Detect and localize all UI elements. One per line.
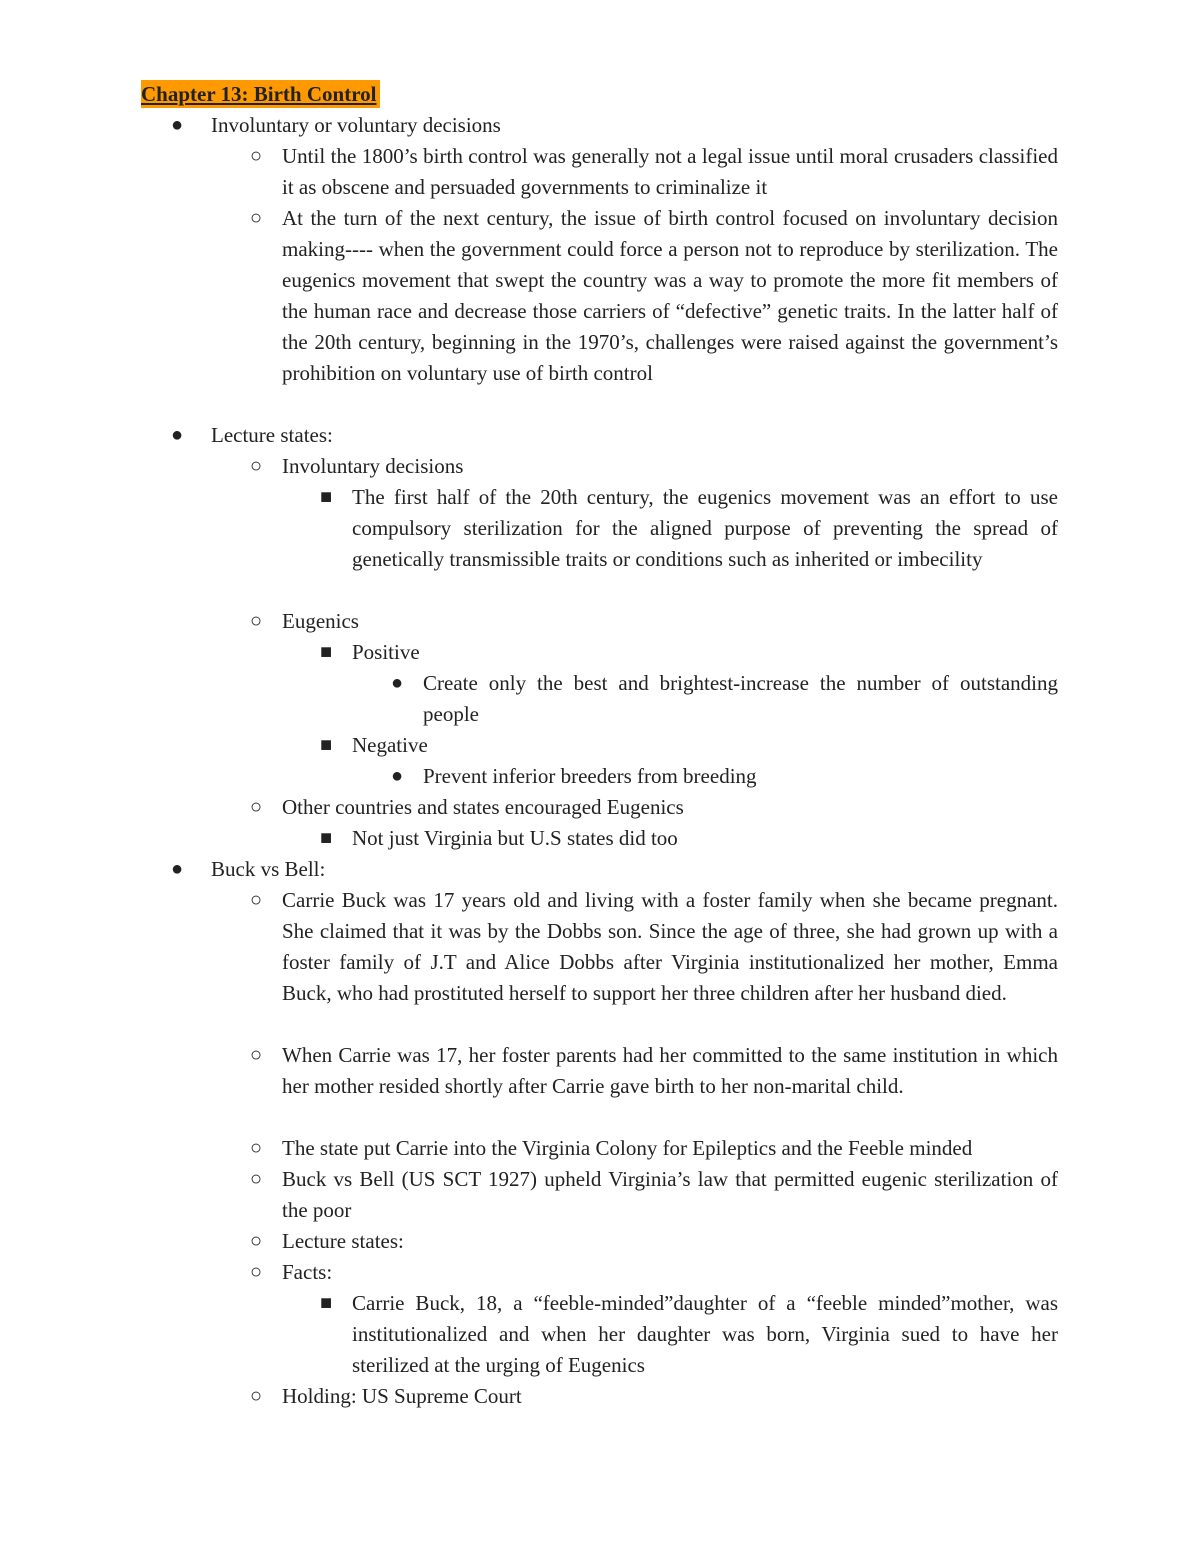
list-item: Other countries and states encouraged Eugenics [282, 795, 684, 819]
disc-bullet-icon: ● [170, 424, 184, 446]
circle-bullet-icon: ○ [249, 1168, 263, 1190]
square-bullet-icon: ■ [319, 486, 333, 508]
square-bullet-icon: ■ [319, 1292, 333, 1314]
square-bullet-icon: ■ [319, 641, 333, 663]
list-item: Create only the best and brightest-increase the number of outstanding people [423, 671, 1058, 726]
list-item: Negative [352, 733, 428, 757]
list-item: Positive [352, 640, 420, 664]
circle-bullet-icon: ○ [249, 1044, 263, 1066]
circle-bullet-icon: ○ [249, 610, 263, 632]
circle-bullet-icon: ○ [249, 207, 263, 229]
circle-bullet-icon: ○ [249, 1261, 263, 1283]
list-item: Eugenics [282, 609, 359, 633]
list-item: At the turn of the next century, the issue of birth control focused on involuntary decision making---- when the government could force a person not to reproduce by sterilization. The eugenics movement that swept the country was a way to promote the more fit members of the human race and decrease those carriers of “defective” genetic traits. In the latter half of the 20th century, beginning in the 1970’s, challenges were raised against the government’s prohibition on voluntary use of birth control [282, 206, 1058, 385]
list-item: Not just Virginia but U.S states did too [352, 826, 678, 850]
list-item: The first half of the 20th century, the eugenics movement was an effort to use compulsory sterilization for the aligned purpose of preventing the spread of genetically transmissible traits or conditions such as inherited or imbecility [352, 485, 1058, 571]
chapter-title: Chapter 13: Birth Control [141, 80, 380, 108]
list-item: Involuntary or voluntary decisions [211, 113, 501, 137]
disc-bullet-icon: ● [170, 114, 184, 136]
disc-bullet-icon: ● [170, 858, 184, 880]
square-bullet-icon: ■ [319, 734, 333, 756]
list-item: Carrie Buck was 17 years old and living with a foster family when she became pregnant. She claimed that it was by the Dobbs son. Since the age of three, she had grown up with a foster family of J.T and Alice Dobbs after Virginia institutionalized her mother, Emma Buck, who had prostituted herself to support her three children after her husband died. [282, 888, 1058, 1005]
circle-bullet-icon: ○ [249, 889, 263, 911]
list-item: Buck vs Bell (US SCT 1927) upheld Virginia’s law that permitted eugenic sterilization of the poor [282, 1167, 1058, 1222]
circle-bullet-icon: ○ [249, 796, 263, 818]
disc-bullet-icon: ● [390, 672, 404, 694]
list-item: Until the 1800’s birth control was generally not a legal issue until moral crusaders classified it as obscene and persuaded governments to criminalize it [282, 144, 1058, 199]
list-item: Carrie Buck, 18, a “feeble-minded”daughter of a “feeble minded”mother, was institutionalized and when her daughter was born, Virginia sued to have her sterilized at the urging of Eugenics [352, 1291, 1058, 1377]
list-item: When Carrie was 17, her foster parents had her committed to the same institution in which her mother resided shortly after Carrie gave birth to her non-marital child. [282, 1043, 1058, 1098]
list-item: Buck vs Bell: [211, 857, 326, 881]
disc-bullet-icon: ● [390, 765, 404, 787]
circle-bullet-icon: ○ [249, 1230, 263, 1252]
list-item: Prevent inferior breeders from breeding [423, 764, 757, 788]
list-item: Holding: US Supreme Court [282, 1384, 522, 1408]
list-item: Facts: [282, 1260, 333, 1284]
circle-bullet-icon: ○ [249, 1385, 263, 1407]
list-item: The state put Carrie into the Virginia Colony for Epileptics and the Feeble minded [282, 1136, 973, 1160]
square-bullet-icon: ■ [319, 827, 333, 849]
circle-bullet-icon: ○ [249, 1137, 263, 1159]
list-item: Lecture states: [282, 1229, 404, 1253]
circle-bullet-icon: ○ [249, 145, 263, 167]
circle-bullet-icon: ○ [249, 455, 263, 477]
list-item: Involuntary decisions [282, 454, 464, 478]
list-item: Lecture states: [211, 423, 333, 447]
